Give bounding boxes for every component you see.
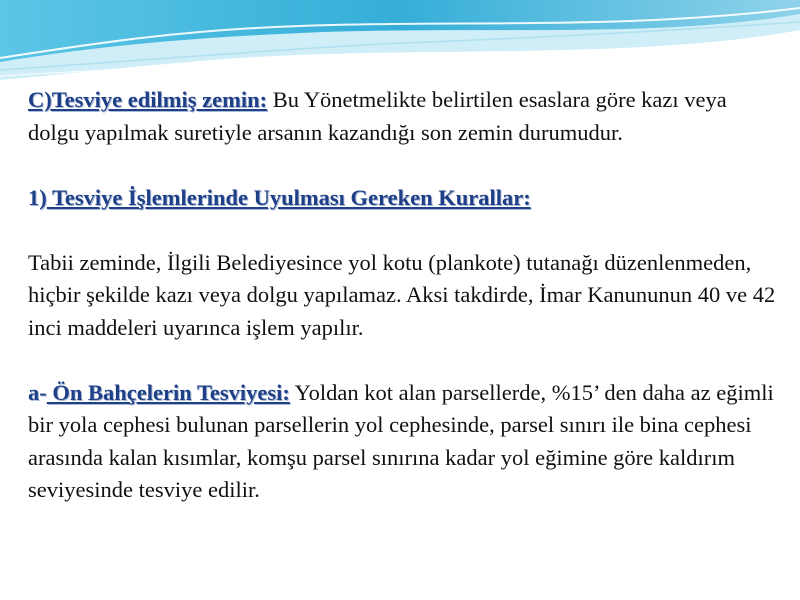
section-a-text: Yoldan kot alan parsellerde, %15’ den daha az eğimli bir yola cephesi bulunan parsellerin yol cephesinde, parsel sınırı ile bina cephesi arasında kalan kısımlar, komşu parsel sınırına kadar yol eğimine göre kaldırım seviyesinde tesviye edilir. — [28, 379, 774, 502]
body-paragraph: Tabii zeminde, İlgili Belediyesince yol kotu (plankote) tutanağı düzenlenmeden, hiçbir şekilde kazı veya dolgu yapılamaz. Aksi takdirde, İmar Kanununun 40 ve 42 inci maddeleri uyarınca işlem yapılır. — [28, 249, 776, 340]
section-a-prefix: a- — [28, 379, 47, 405]
section-c-heading: C)Tesviye edilmiş zemin: — [28, 87, 268, 112]
section-a-paragraph — [28, 377, 778, 507]
section-a-heading: Ön Bahçelerin Tesviyesi: — [46, 379, 290, 405]
section-1-prefix: 1) — [28, 184, 47, 210]
section-1-heading: Tesviye İşlemlerinde Uyulması Gereken Kurallar: — [46, 184, 531, 210]
header-wave-decoration — [0, 0, 800, 95]
section-c-text: Bu Yönetmelikte belirtilen esaslara göre kazı veya dolgu yapılmak suretiyle arsanın kazandığı son zemin durumudur. — [28, 87, 727, 145]
section-1-heading-line — [28, 182, 778, 215]
slide-content — [28, 84, 778, 507]
section-c-paragraph — [28, 84, 778, 149]
